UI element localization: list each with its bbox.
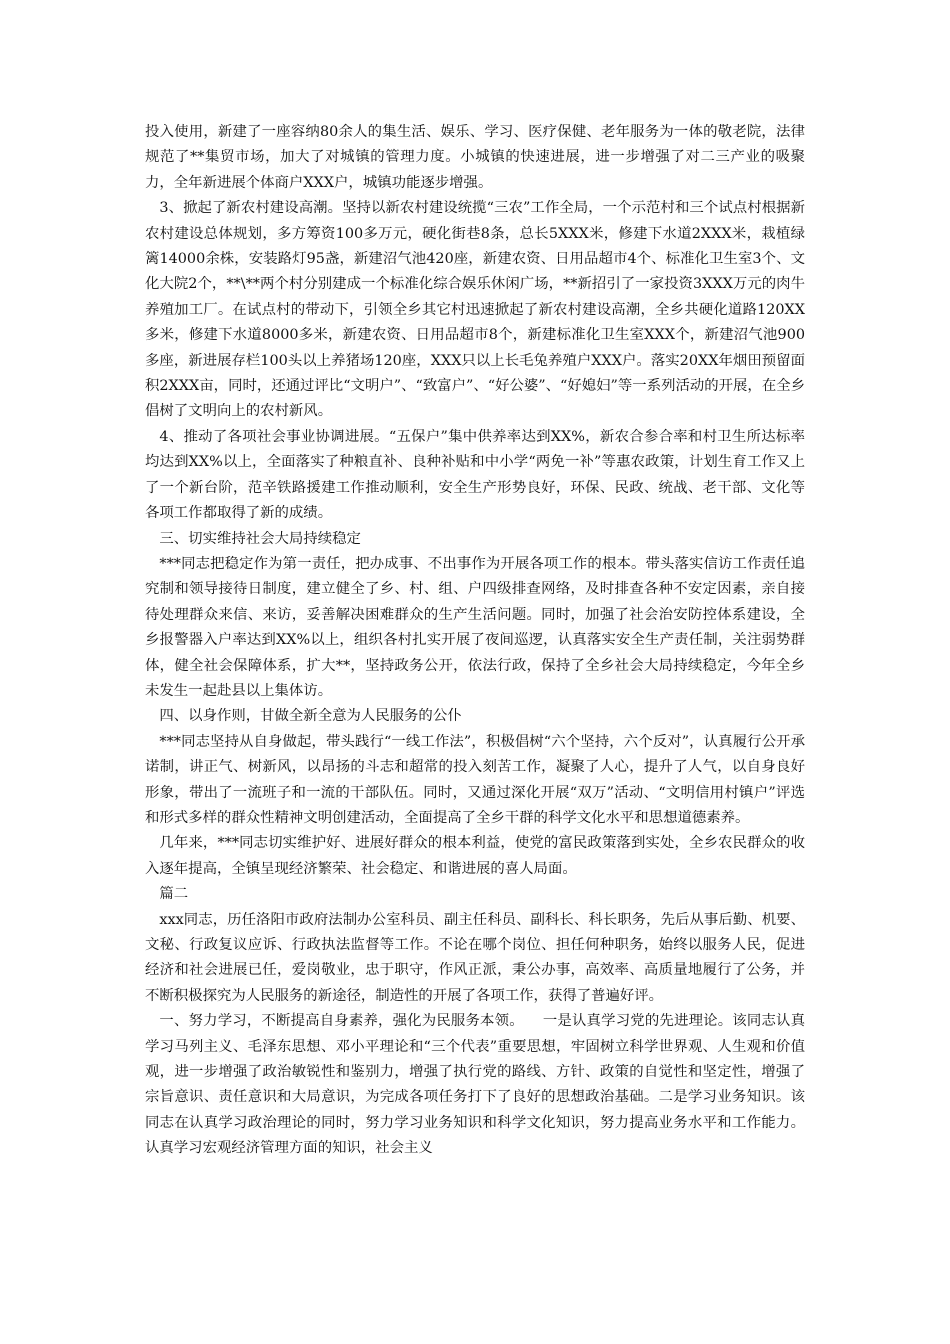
section-heading-stability: 三、切实维持社会大局持续稳定 (159, 530, 361, 547)
paragraph-study: 一、努力学习，不断提高自身素养，强化为民服务本领。 一是认真学习党的先进理论。该同志认真学习马列主义、毛泽东思想、邓小平理论和“三个代表”重要思想，牢固树立科学世界观、人生观和价值观，进一步增强了政治敏锐性和鉴别力，增强了执行党的路线、方针、政策的自觉性和坚定性，增强了宗旨意识、责任意识和大局意识，为完成各项任务打下了良好的思想政治基础。二是学习业务知识。该同志在认真学习政治理论的同时，努力学习业务知识和科学文化知识，努力提高业务水平和工作能力。认真学习宏观经济管理方面的知识，社会主义 (145, 1013, 805, 1157)
paragraph-new-countryside: 3、掀起了新农村建设高潮。坚持以新农村建设统揽“三农”工作全局，一个示范村和三个试点村根据新农村建设总体规划，多方筹资100多万元，硬化街巷8条，总长5XXX米，修建下水道2XXX米，栽植绿篱14000余株，安装路灯95盏，新建沼气池420座，新建农资、日用品超市4个、标准化卫生室3个、文化大院2个，**\**两个村分别建成一个标准化综合娱乐休闲广场，**新招引了一家投资3XXX万元的肉牛养殖加工厂。在试点村的带动下，引领全乡其它村迅速掀起了新农村建设高潮，全乡共硬化道路120XX多米，修建下水道8000多米，新建农资、日用品超市8个，新建标准化卫生室XXX个，新建沼气池900多座，新进展存栏100头以上养猪场120座，XXX只以上长毛兔养殖户XXX户。落实20XX年烟田预留面积2XXX亩，同时，还通过评比“文明户”、“致富户”、“好公婆”、“好媳妇”等一系列活动的开展，在全乡倡树了文明向上的农村新风。 (145, 200, 805, 420)
paragraph-public-servant: ***同志坚持从自身做起，带头践行“一线工作法”，积极倡树“六个坚持，六个反对”，认真履行公开承诺制，讲正气、树新风，以昂扬的斗志和超常的投入刻苦工作，凝聚了人心，提升了人气，以自身良好形象，带出了一流班子和一流的干部队伍。同时，又通过深化开展“双万”活动、“文明信用村镇户”评选和形式多样的群众性精神文明创建活动，全面提高了全乡干群的科学文化水平和思想道德素养。 (145, 733, 805, 826)
section-heading-part-two: 篇二 (159, 886, 189, 903)
paragraph-social-undertakings: 4、推动了各项社会事业协调进展。“五保户”集中供养率达到XX%，新农合参合率和村卫生所达标率均达到XX%以上，全面落实了种粮直补、良种补贴和中小学“两免一补”等惠农政策，计划生育工作又上了一个新台阶，范辛铁路援建工作推动顺利，安全生产形势良好，环保、民政、统战、老干部、文化等各项工作都取得了新的成绩。 (145, 428, 805, 522)
paragraph-nursing-home: 投入使用，新建了一座容纳80余人的集生活、娱乐、学习、医疗保健、老年服务为一体的敬老院，法律规范了**集贸市场，加大了对城镇的管理力度。小城镇的快速进展，进一步增强了对二三产业的吸聚力，全年新进展个体商户XXX户，城镇功能逐步增强。 (145, 124, 805, 191)
paragraph-stability: ***同志把稳定作为第一责任，把办成事、不出事作为开展各项工作的根本。带头落实信访工作责任追究制和领导接待日制度，建立健全了乡、村、组、户四级排查网络，及时排查各种不安定因素，亲自接待处理群众来信、来访，妥善解决困难群众的生产生活问题。同时，加强了社会治安防控体系建设，全乡报警器入户率达到XX%以上，组织各村扎实开展了夜间巡逻，认真落实安全生产责任制，关注弱势群体，健全社会保障体系，扩大**，坚持政务公开，依法行政，保持了全乡社会大局持续稳定，今年全乡未发生一起赴县以上集体访。 (145, 555, 805, 699)
document-page (145, 120, 805, 1162)
paragraph-career: xxx同志，历任洛阳市政府法制办公室科员、副主任科员、副科长、科长职务，先后从事后勤、机要、文秘、行政复议应诉、行政执法监督等工作。不论在哪个岗位、担任何种职务，始终以服务人民，促进经济和社会进展已任，爱岗敬业，忠于职守，作风正派，秉公办事，高效率、高质量地履行了公务，并不断积极探究为人民服务的新途径，制造性的开展了各项工作，获得了普遍好评。 (145, 911, 805, 1004)
paragraph-summary: 几年来，***同志切实维护好、进展好群众的根本利益，使党的富民政策落到实处，全乡农民群众的收入逐年提高，全镇呈现经济繁荣、社会稳定、和谐进展的喜人局面。 (145, 835, 805, 877)
section-heading-public-servant: 四、以身作则，甘做全新全意为人民服务的公仆 (159, 708, 462, 725)
